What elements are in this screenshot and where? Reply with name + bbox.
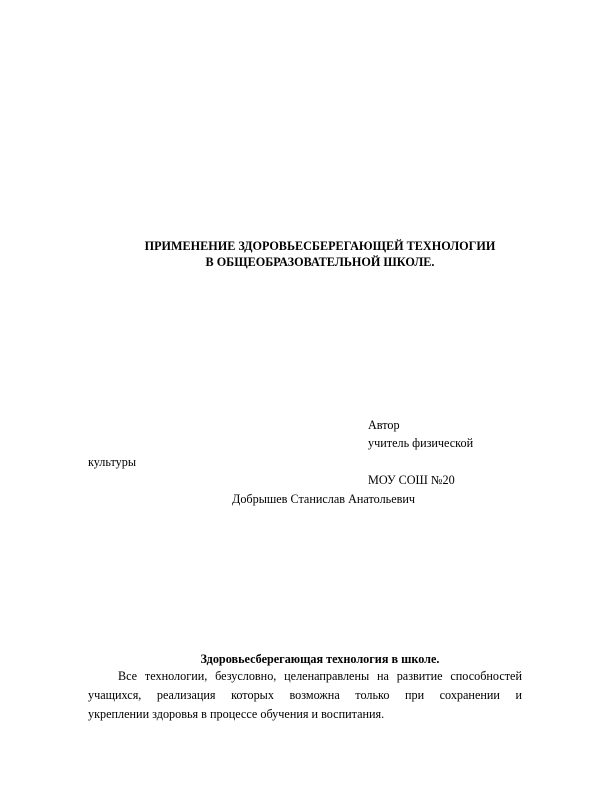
title-line-1: ПРИМЕНЕНИЕ ЗДОРОВЬЕСБЕРЕГАЮЩЕЙ ТЕХНОЛОГИИ: [144, 239, 496, 253]
author-label: Автор: [368, 418, 400, 432]
paragraph-line-1: Все технологии, безусловно, целенаправлены на развитие способностей: [118, 669, 522, 683]
section-heading: Здоровьесберегающая технология в школе.: [200, 652, 440, 666]
author-school: МОУ СОШ №20: [368, 473, 455, 487]
author-position-part2: культуры: [88, 455, 137, 469]
author-position-part1: учитель физической: [368, 436, 474, 450]
author-name: Добрышев Станислав Анатольевич: [232, 492, 416, 506]
title-line-2: В ОБЩЕОБРАЗОВАТЕЛЬНОЙ ШКОЛЕ.: [205, 255, 435, 269]
paragraph-line-2: учащихся, реализация которых возможна только при сохранении и: [88, 688, 522, 702]
paragraph-line-3: укреплении здоровья в процессе обучения и воспитания.: [88, 707, 385, 721]
